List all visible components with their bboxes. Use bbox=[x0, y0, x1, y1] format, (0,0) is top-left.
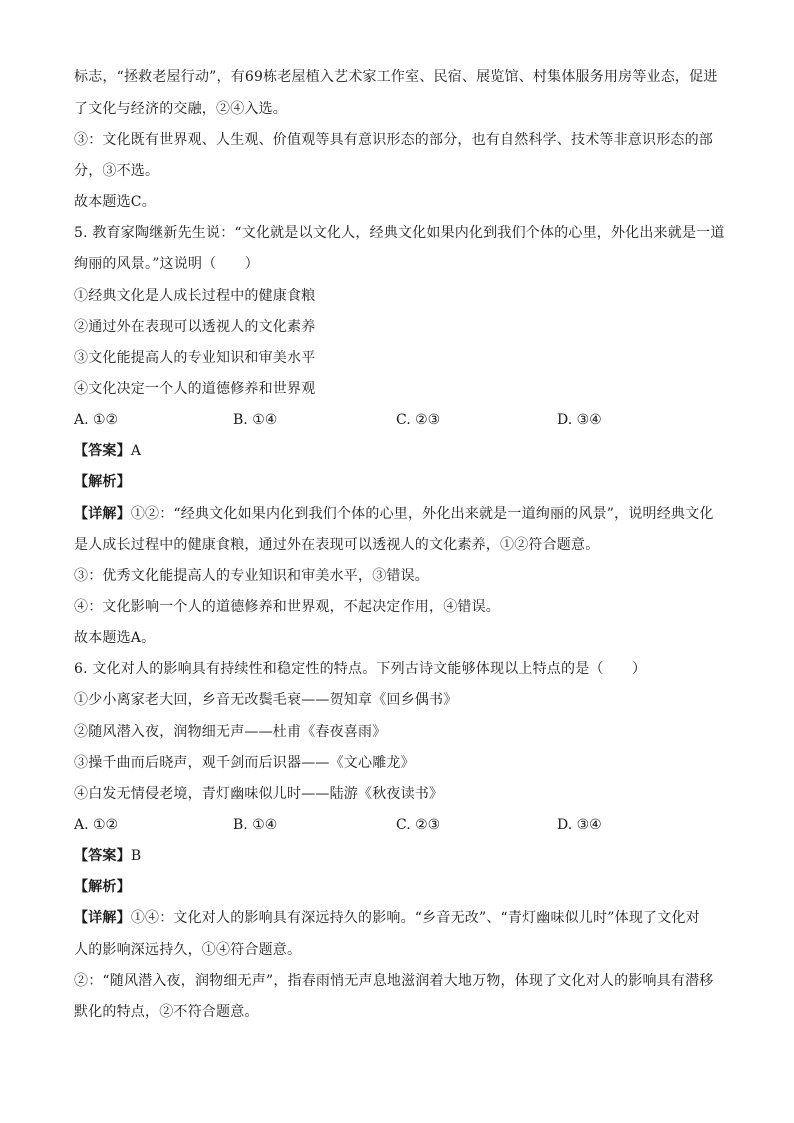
q6-detail-line: 默化的特点，②不符合题意。 bbox=[74, 1004, 259, 1020]
q6-item-4: ④白发无情侵老境，青灯幽味似儿时——陆游《秋夜读书》 bbox=[74, 786, 444, 802]
answer-tag: 【答案】 bbox=[74, 443, 131, 459]
q6-detail-line: ②：“随风潜入夜，润物细无声”，指春雨悄无声息地滋润着大地万物，体现了文化对人的影响具有潜移 bbox=[74, 973, 714, 989]
q5-detail-line: ③：优秀文化能提高人的专业知识和审美水平，③错误。 bbox=[74, 568, 429, 584]
q5-option-d: D. ③④ bbox=[557, 412, 602, 428]
q6-item-1: ①少小离家老大回，乡音无改鬓毛衰——贺知章《回乡偶书》 bbox=[74, 692, 458, 708]
question-5-stem: 5. 教育家陶继新先生说：“文化就是以文化人，经典文化如果内化到我们个体的心里，外化出来就是一道 bbox=[74, 225, 725, 241]
text-line: ③：文化既有世界观、人生观、价值观等具有意识形态的部分，也有自然科学、技术等非意识形态的部 bbox=[74, 132, 713, 148]
q5-detail-line: ④：文化影响一个人的道德修养和世界观，不起决定作用，④错误。 bbox=[74, 599, 500, 615]
q6-options bbox=[74, 815, 734, 835]
q6-answer bbox=[74, 846, 734, 866]
question-5-stem-cont: 绚丽的风景。”这说明（ ） bbox=[74, 256, 259, 272]
q5-option-a: A. ①② bbox=[74, 412, 119, 428]
answer-value: A bbox=[130, 443, 142, 459]
q6-analysis-tag: 【解析】 bbox=[74, 879, 131, 895]
q6-detail-line: 人的影响深远持久，①④符合题意。 bbox=[74, 942, 302, 958]
answer-value: B bbox=[130, 848, 142, 864]
q5-detail-line: 是人成长过程中的健康食粮，通过外在表现可以透视人的文化素养，①②符合题意。 bbox=[74, 537, 600, 553]
q5-option-c: C. ②③ bbox=[396, 412, 441, 428]
text-line: 标志，“拯救老屋行动”，有69栋老屋植入艺术家工作室、民宿、展览馆、村集体服务用房等业态，促进 bbox=[74, 69, 718, 85]
q5-conclusion: 故本题选A。 bbox=[74, 630, 156, 646]
q6-option-b: B. ①④ bbox=[233, 817, 278, 833]
detail-tag: 【详解】 bbox=[74, 506, 131, 522]
text-line: 分，③不选。 bbox=[74, 163, 160, 179]
q5-item-3: ③文化能提高人的专业知识和审美水平 bbox=[74, 350, 316, 366]
q5-answer bbox=[74, 441, 734, 461]
q6-detail-line: 【详解】①④：文化对人的影响具有深远持久的影响。“乡音无改”、“青灯幽味似儿时”体现了文化对 bbox=[74, 910, 700, 926]
q6-option-c: C. ②③ bbox=[396, 817, 441, 833]
question-6-stem: 6. 文化对人的影响具有持续性和稳定性的特点。下列古诗文能够体现以上特点的是（ ） bbox=[74, 661, 647, 677]
q5-item-2: ②通过外在表现可以透视人的文化素养 bbox=[74, 319, 316, 335]
q6-option-a: A. ①② bbox=[74, 817, 119, 833]
text-line: 故本题选C。 bbox=[74, 194, 156, 210]
q5-item-4: ④文化决定一个人的道德修养和世界观 bbox=[74, 381, 316, 397]
text-line: 了文化与经济的交融，②④入选。 bbox=[74, 101, 287, 117]
q5-analysis-tag: 【解析】 bbox=[74, 474, 131, 490]
q6-option-d: D. ③④ bbox=[557, 817, 602, 833]
q6-item-2: ②随风潜入夜，润物细无声——杜甫《春夜喜雨》 bbox=[74, 724, 387, 740]
q5-detail-line: 【详解】①②：“经典文化如果内化到我们个体的心里，外化出来就是一道绚丽的风景”，说明经典文化 bbox=[74, 506, 714, 522]
q5-item-1: ①经典文化是人成长过程中的健康食粮 bbox=[74, 288, 316, 304]
detail-tag: 【详解】 bbox=[74, 910, 131, 926]
q5-option-b: B. ①④ bbox=[233, 412, 278, 428]
q6-item-3: ③操千曲而后晓声，观千剑而后识器——《文心雕龙》 bbox=[74, 755, 415, 771]
q5-options bbox=[74, 410, 734, 430]
answer-tag: 【答案】 bbox=[74, 848, 131, 864]
